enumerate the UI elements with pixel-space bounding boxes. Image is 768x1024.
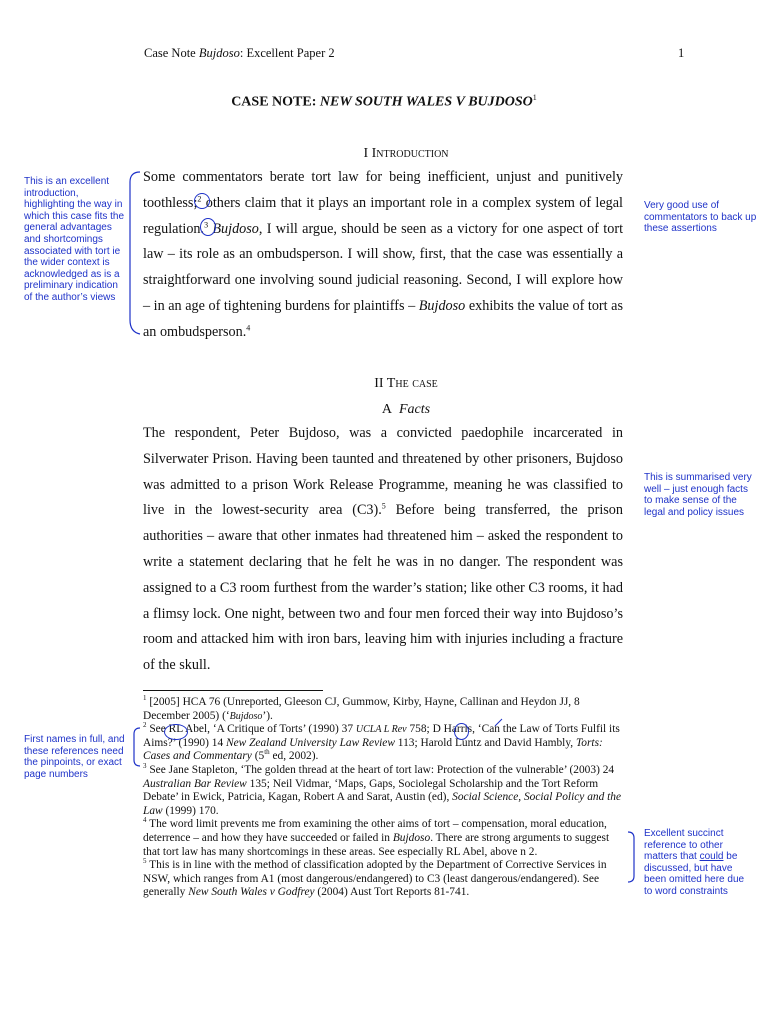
subheading-facts: A Facts — [381, 402, 431, 417]
footnote-2: $^2$ See RL Abel, ‘A Critique of Torts’ (1990) 37 UCLA L Rev 758; D Harris, ‘Can the Law of Torts Fulfil its Aims?’ (1990) 14 New Zealand University Law Review 113; Harold Luntz and David Hambly, Torts: Cases and Commentary (5th ed, 2002). — [143, 721, 620, 763]
page-number: 1 — [678, 46, 685, 60]
annotation-commentators: Very good use of commentators to back up these assertions — [644, 200, 757, 235]
rl-circle-mark — [164, 724, 188, 740]
margin-arrow-mark — [494, 718, 504, 728]
running-head: Case Note Bujdoso: Excellent Paper 2 — [144, 46, 335, 60]
section-heading-introduction: I Introduction — [363, 146, 449, 161]
footnotes — [143, 696, 623, 900]
footnote-4: $^4$ The word limit prevents me from examining the other aims of tort – compensation, moral education, deterrence – and how they have succeeded or failed in Bujdoso. There are strong arguments to suggest that tort law has many shortcomings in these areas. See especially RL Abel, above n 2. — [143, 816, 610, 858]
intro-paragraph: Some commentators berate tort law for being inefficient, unjust and punitively toothless;$^2$ others claim that it plays an important role in a complex system of legal regulation.$^3$ Bujdoso, I will argue, should be seen as a victory for one aspect of tort law – its role as an ombudsperson. I will show, first, that the case was essentially a straightforward one involving sound judicial reasoning. Second, I will explore how – in an age of tightening burdens for plaintiffs – Bujdoso exhibits the value of tort as an ombudsperson.$^4$ — [143, 169, 624, 340]
section-heading-the-case: II The case — [374, 376, 438, 391]
footnote-3: $^3$ See Jane Stapleton, ‘The golden thread at the heart of tort law: Protection of the vulnerable’ (2003) 24 Australian Bar Review 135; Neil Vidmar, ‘Maps, Gaps, Sociolegal Scholarship and the Tort Reform Debate’ in Ewick, Patricia, Kagan, Robert A and Sarat, Austin (ed), Social Science, Social Policy and the Law (1999) 170. — [143, 762, 622, 817]
annotation-fn4: Excellent succinct reference to other matters that could be discussed, but have been omitted here due to word constraints — [644, 828, 745, 897]
footnote-separator — [143, 690, 323, 691]
footnote-bracket-mark — [130, 726, 142, 768]
footnote-2-circle-mark — [194, 193, 210, 209]
d-circle-mark — [454, 723, 469, 740]
annotation-facts: This is summarised very well – just enough facts to make sense of the legal and policy issues — [644, 472, 752, 518]
footnote-5: $^5$ This is in line with the method of classification adopted by the Department of Corrective Services in NSW, which ranges from A1 (most dangerous/endangered) to C3 (least dangerous/endangered). See generally New South Wales v Godfrey (2004) Aust Tort Reports 81-741. — [143, 857, 607, 899]
annotation-footnote-references: First names in full, and these references need the pinpoints, or exact page numbers — [24, 734, 125, 780]
annotation-intro: This is an excellent introduction, highlighting the way in which this case fits the general advantages and shortcomings associated with tort ie the wider context is acknowledged as is a preliminary indication of the author’s views — [24, 176, 125, 303]
footnote-1: $^1$ [2005] HCA 76 (Unreported, Gleeson CJ, Gummow, Kirby, Hayne, Callinan and Heydon JJ, 8 December 2005) (‘Bujdoso’). — [143, 694, 580, 722]
fn4-bracket-mark — [626, 830, 640, 884]
facts-paragraph: The respondent, Peter Bujdoso, was a convicted paedophile incarcerated in Silverwater Prison. Having been taunted and threatened by other prisoners, Bujdoso was admitted to a prison Work Release Programme, meaning he was classified to live in the lowest-security area (C3).$^5$ Before being transferred, the prison authorities – aware that other inmates had threatened him – asked the respondent to write a statement declaring that he felt he was in no danger. The respondent was assigned to a C3 room furthest from the warder’s station; like other C3 rooms, it had a flimsy lock. One night, between two and four men forced their way into Bujdoso’s room and attacked him with iron bars, leaving him with injuries including a fracture of the skull. — [143, 425, 623, 674]
footnote-3-circle-mark — [200, 218, 216, 236]
document-title: CASE NOTE: NEW SOUTH WALES V BUJDOSO$^1$ — [231, 93, 537, 110]
